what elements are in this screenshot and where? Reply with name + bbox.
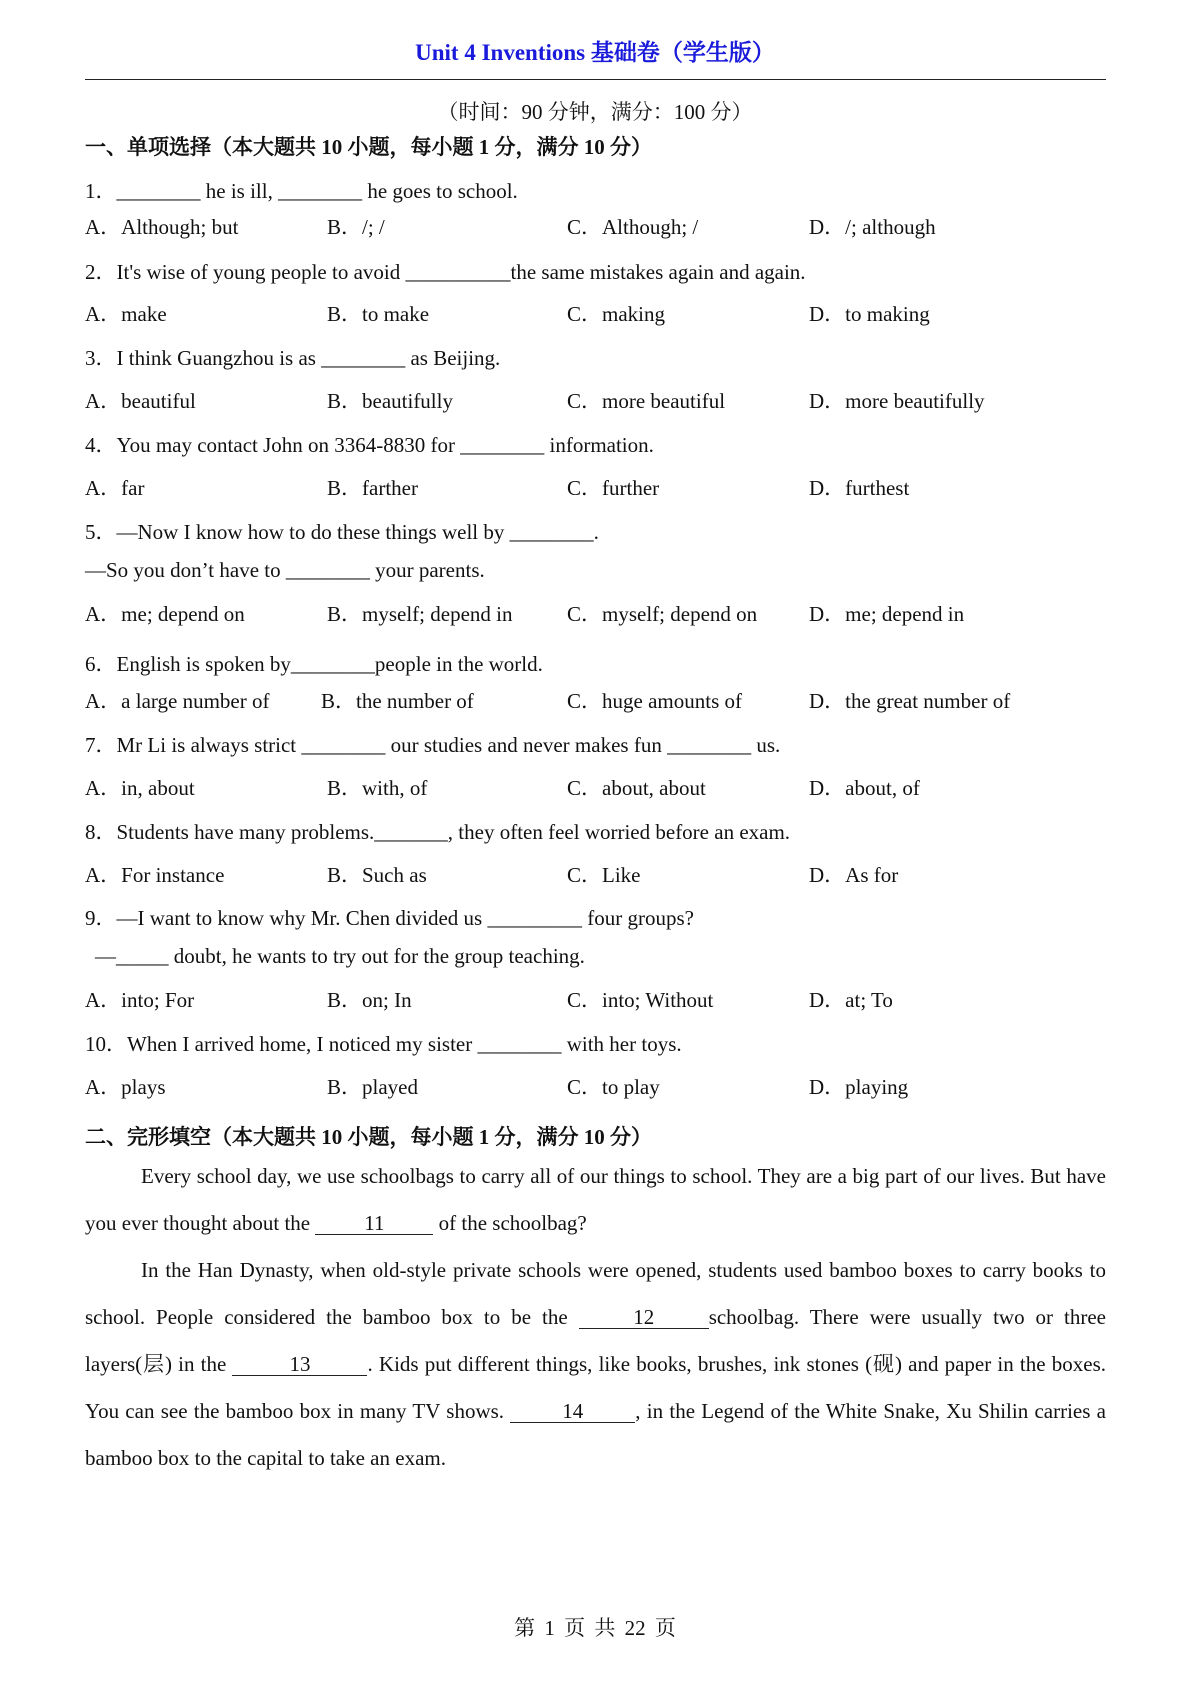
q3-option-c: C．more beautiful <box>567 389 726 413</box>
q8-option-b: B．Such as <box>327 863 427 887</box>
q5-option-d: D．me; depend in <box>809 602 965 626</box>
q5-option-c: C．myself; depend on <box>567 602 758 626</box>
q3-option-a: A．beautiful <box>85 389 196 413</box>
q1-option-b: B．/; / <box>327 215 385 239</box>
cloze-blank-11: 11 <box>315 1212 433 1235</box>
question-4-stem: 4．You may contact John on 3364-8830 for ________ information. <box>85 433 654 457</box>
q10-option-d: D．playing <box>809 1075 909 1099</box>
cloze-p2-text-a: In the Han Dynasty, when old-style private schools were opened, students used bamboo boxes to carry books to school. People considered the bamboo box to be the <box>85 1258 1106 1329</box>
question-6-options <box>85 685 1125 715</box>
cloze-blank-12: 12 <box>579 1306 709 1329</box>
question-9-stem: 9．—I want to know why Mr. Chen divided us _________ four groups? <box>85 906 694 930</box>
q8-option-a: A．For instance <box>85 863 225 887</box>
q2-option-a: A．make <box>85 302 167 326</box>
q4-option-b: B．farther <box>327 476 418 500</box>
question-1-stem: 1．________ he is ill, ________ he goes to school. <box>85 179 518 203</box>
q10-option-b: B．played <box>327 1075 418 1099</box>
question-5-stem-reply: —So you don’t have to ________ your parents. <box>85 558 485 582</box>
q7-option-c: C．about, about <box>567 776 706 800</box>
page-number: 第 1 页 共 22 页 <box>514 1616 676 1640</box>
cloze-p2-text-c: . Kids put different things, like books, brushes, ink stones (砚) and paper in the boxes. You can see the bamboo box in many TV shows. <box>85 1352 1106 1423</box>
question-7-options <box>85 772 1125 802</box>
q3-option-b: B．beautifully <box>327 389 453 413</box>
q6-option-c: C．huge amounts of <box>567 689 742 713</box>
cloze-blank-13: 13 <box>232 1353 367 1376</box>
cloze-p1-text-a: Every school day, we use schoolbags to carry all of our things to school. They are a big part of our lives. But have you ever thought about the <box>85 1164 1106 1235</box>
title-divider <box>85 79 1106 80</box>
question-10-options <box>85 1071 1125 1101</box>
q7-option-d: D．about, of <box>809 776 920 800</box>
q8-option-c: C．Like <box>567 863 641 887</box>
question-7-stem: 7．Mr Li is always strict ________ our studies and never makes fun ________ us. <box>85 733 781 757</box>
q10-option-a: A．plays <box>85 1075 166 1099</box>
question-2-options <box>85 298 1125 328</box>
q9-option-c: C．into; Without <box>567 988 714 1012</box>
q6-option-d: D．the great number of <box>809 689 1011 713</box>
cloze-p2-text-d: , in the Legend of the White Snake, Xu Shilin carries a bamboo box to the capital to take an exam. <box>85 1399 1106 1470</box>
question-5-options <box>85 598 1125 628</box>
q9-option-b: B．on; In <box>327 988 412 1012</box>
q10-option-c: C．to play <box>567 1075 660 1099</box>
doc-title: Unit 4 Inventions 基础卷（学生版） <box>415 40 775 65</box>
q6-option-b: B．the number of <box>321 689 474 713</box>
question-2-stem: 2．It's wise of young people to avoid __________the same mistakes again and again. <box>85 260 806 284</box>
q5-option-b: B．myself; depend in <box>327 602 513 626</box>
question-9-stem-reply: —_____ doubt, he wants to try out for the group teaching. <box>95 944 585 968</box>
q4-option-a: A．far <box>85 476 145 500</box>
question-10-stem: 10．When I arrived home, I noticed my sister ________ with her toys. <box>85 1032 682 1056</box>
q5-option-a: A．me; depend on <box>85 602 245 626</box>
q2-option-b: B．to make <box>327 302 430 326</box>
cloze-blank-14: 14 <box>510 1400 635 1423</box>
cloze-paragraph-2 <box>85 1247 1106 1482</box>
question-5-stem: 5．—Now I know how to do these things well by ________. <box>85 520 599 544</box>
question-8-options <box>85 859 1125 889</box>
section2-heading: 二、完形填空（本大题共 10 小题，每小题 1 分，满分 10 分） <box>85 1125 652 1149</box>
q3-option-d: D．more beautifully <box>809 389 985 413</box>
q1-option-a: A．Although; but <box>85 215 239 239</box>
q1-option-d: D．/; although <box>809 215 936 239</box>
question-8-stem: 8．Students have many problems._______, they often feel worried before an exam. <box>85 820 791 844</box>
question-6-stem: 6．English is spoken by________people in the world. <box>85 652 543 676</box>
q1-option-c: C．Although; / <box>567 215 699 239</box>
question-9-options <box>85 984 1125 1014</box>
cloze-p2-text-b: schoolbag. There were usually two or three layers(层) in the <box>85 1305 1106 1376</box>
section1-heading: 一、单项选择（本大题共 10 小题，每小题 1 分，满分 10 分） <box>85 135 652 159</box>
q7-option-a: A．in, about <box>85 776 195 800</box>
q9-option-a: A．into; For <box>85 988 195 1012</box>
cloze-p1-text-b: of the schoolbag? <box>433 1211 587 1235</box>
cloze-passage <box>85 1153 1106 1482</box>
exam-time-score: （时间：90 分钟，满分：100 分） <box>437 100 753 124</box>
cloze-paragraph-1 <box>85 1153 1106 1247</box>
question-3-options <box>85 385 1125 415</box>
q4-option-d: D．furthest <box>809 476 910 500</box>
q7-option-b: B．with, of <box>327 776 428 800</box>
q6-option-a: A．a large number of <box>85 689 270 713</box>
q4-option-c: C．further <box>567 476 660 500</box>
question-4-options <box>85 472 1125 502</box>
question-1-options <box>85 211 1125 241</box>
q2-option-d: D．to making <box>809 302 930 326</box>
question-3-stem: 3．I think Guangzhou is as ________ as Beijing. <box>85 346 501 370</box>
q9-option-d: D．at; To <box>809 988 893 1012</box>
q2-option-c: C．making <box>567 302 665 326</box>
q8-option-d: D．As for <box>809 863 899 887</box>
